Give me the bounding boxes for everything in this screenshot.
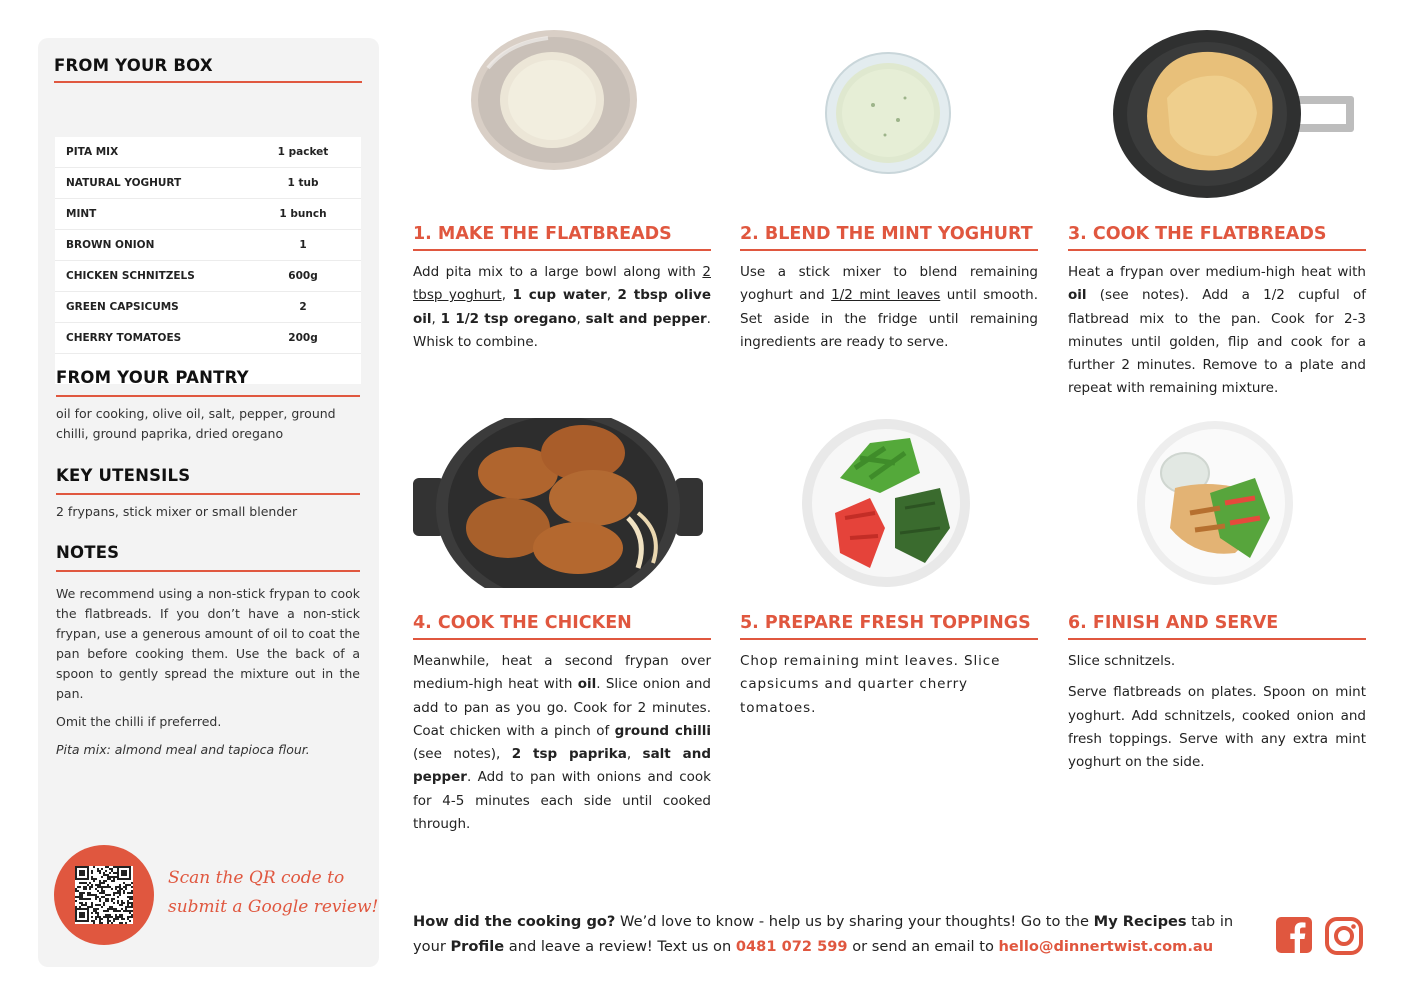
step-text-run: Meanwhile, heat a second frypan over medium-high heat with — [413, 653, 711, 693]
from-your-box-title: FROM YOUR BOX — [54, 56, 213, 75]
ingredient-quantity: 2 — [299, 301, 307, 313]
step-text-run: (see notes), — [413, 746, 512, 763]
ingredient-row — [55, 230, 361, 261]
ingredient-row — [55, 261, 361, 292]
bold-ingredient: 2 tbsp olive oil — [413, 287, 711, 327]
ingredient-quantity: 600g — [288, 270, 318, 282]
step-5 — [740, 613, 1038, 720]
step-2 — [740, 224, 1038, 354]
underlined-ingredient: 1/2 mint leaves — [831, 287, 941, 304]
footer-question: How did the cooking go? — [413, 913, 616, 930]
utensils-text: 2 frypans, stick mixer or small blender — [56, 504, 298, 519]
bold-ingredient: oil — [577, 676, 597, 693]
ingredient-name: MINT — [66, 208, 97, 220]
step-text — [1068, 650, 1366, 673]
utensils-title: KEY UTENSILS — [56, 466, 191, 485]
ingredient-name: CHICKEN SCHNITZELS — [66, 270, 195, 282]
divider — [56, 395, 360, 397]
footer-text: We’d love to know - help us by sharing your thoughts! Go to the — [615, 913, 1094, 930]
utensils-section — [56, 466, 360, 522]
notes-paragraph: We recommend using a non-stick frypan to cook the flatbreads. If you don’t have a non-stick frypan, use a generous amount of oil to coat the pan before cooking them. Use the back of a spoon to gently spread the mixture out in the pan. — [56, 586, 360, 701]
step-title: 5. PREPARE FRESH TOPPINGS — [740, 613, 1038, 640]
ingredient-quantity: 1 tub — [287, 177, 319, 189]
ingredient-name: CHERRY TOMATOES — [66, 332, 182, 344]
step-text-run: , — [626, 746, 643, 763]
bold-ingredient: salt and pepper — [585, 310, 707, 327]
divider — [56, 493, 360, 495]
from-your-box-header — [54, 56, 362, 83]
underlined-ingredient: 2 tbsp yoghurt — [413, 264, 711, 304]
step-text — [1068, 261, 1366, 401]
bold-ingredient: 1 1/2 tsp oregano — [440, 310, 577, 327]
ingredient-row — [55, 137, 361, 168]
step-text-run: , — [606, 287, 618, 304]
footer-text: or send an email to — [847, 938, 999, 955]
step-text-run: , — [576, 310, 586, 327]
qr-code[interactable] — [75, 866, 133, 924]
qr-caption-line: Scan the QR code to — [168, 868, 345, 888]
step-4 — [413, 613, 711, 836]
feedback-footer — [413, 909, 1263, 959]
ingredient-name: NATURAL YOGHURT — [66, 177, 182, 189]
ingredient-quantity: 1 bunch — [279, 208, 327, 220]
step-text-run: Use a stick mixer to blend remaining yoghurt and — [740, 264, 1038, 304]
step-6 — [1068, 613, 1366, 774]
profile-label: Profile — [450, 938, 505, 955]
notes-title: NOTES — [56, 543, 120, 562]
qr-code-icon — [75, 866, 133, 924]
pantry-text: oil for cooking, olive oil, salt, pepper, ground chilli, ground paprika, dried oregano — [56, 406, 336, 441]
ingredient-quantity: 1 — [299, 239, 307, 251]
step-text-run: , — [431, 310, 441, 327]
qr-code-badge[interactable] — [54, 845, 154, 945]
instagram-icon[interactable] — [1325, 917, 1363, 955]
footer-text: tab in your — [413, 913, 1234, 955]
divider — [56, 570, 360, 572]
step-title: 2. BLEND THE MINT YOGHURT — [740, 224, 1038, 251]
bowl-pita-mix-image — [468, 28, 640, 172]
flatbread-frypan-image — [1112, 28, 1360, 200]
step-text-run: . Whisk to combine. — [413, 310, 711, 350]
email-link[interactable]: hello@dinnertwist.com.au — [998, 938, 1214, 955]
pantry-title: FROM YOUR PANTRY — [56, 368, 249, 387]
step-title: 3. COOK THE FLATBREADS — [1068, 224, 1366, 251]
final-dish-plate-image — [1135, 418, 1295, 588]
bold-ingredient: ground chilli — [614, 722, 711, 739]
ingredient-row — [55, 168, 361, 199]
step-text — [413, 650, 711, 836]
qr-caption-line: submit a Google review! — [168, 897, 379, 917]
notes-paragraph: Pita mix: almond meal and tapioca flour. — [56, 742, 310, 757]
ingredient-name: GREEN CAPSICUMS — [66, 301, 179, 313]
ingredients-table — [55, 137, 361, 384]
step-text-run: Heat a frypan over medium-high heat with — [1068, 264, 1366, 280]
step-text-run: Add pita mix to a large bowl along with — [413, 264, 703, 280]
ingredient-name: PITA MIX — [66, 146, 119, 158]
chicken-frypan-image — [413, 418, 703, 588]
divider — [54, 81, 362, 83]
ingredient-quantity: 200g — [288, 332, 318, 344]
notes-section — [56, 543, 360, 760]
ingredient-name: BROWN ONION — [66, 239, 155, 251]
facebook-icon[interactable] — [1276, 917, 1312, 953]
step-3 — [1068, 224, 1366, 401]
bold-ingredient: salt and pepper — [413, 746, 711, 786]
sidebar — [38, 38, 379, 967]
step-text — [1068, 681, 1366, 774]
pantry-section — [56, 368, 360, 444]
bold-ingredient: oil — [1068, 287, 1087, 304]
ingredient-row — [55, 292, 361, 323]
step-text-run: Serve flatbreads on plates. Spoon on mint yoghurt. Add schnitzels, cooked onion and fresh toppings. Serve with any extra mint yoghurt on the side. — [1068, 684, 1366, 771]
step-text — [740, 261, 1038, 354]
step-text-run: Slice schnitzels. — [1068, 653, 1176, 669]
step-title: 6. FINISH AND SERVE — [1068, 613, 1366, 640]
bold-ingredient: 2 tsp paprika — [511, 746, 627, 763]
qr-caption — [168, 864, 378, 922]
phone-link[interactable]: 0481 072 599 — [735, 938, 848, 955]
step-text-run: Chop remaining mint leaves. Slice capsicums and quarter cherry tomatoes. — [740, 653, 1001, 716]
ingredient-row — [55, 199, 361, 230]
step-text-run: , — [501, 287, 513, 304]
step-text — [740, 650, 1038, 720]
my-recipes-label: My Recipes — [1093, 913, 1187, 930]
ingredient-quantity: 1 packet — [277, 146, 329, 158]
step-text-run: until smooth. Set aside in the fridge until remaining ingredients are ready to serve. — [740, 287, 1038, 350]
step-text-run: (see notes). Add a 1/2 cupful of flatbread mix to the pan. Cook for 2-3 minutes until golden, flip and cook for a further 2 minutes. Remove to a plate and repeat with remaining mixture. — [1068, 287, 1366, 397]
ingredient-row — [55, 323, 361, 354]
step-1 — [413, 224, 711, 354]
notes-paragraph: Omit the chilli if preferred. — [56, 714, 222, 729]
step-title: 1. MAKE THE FLATBREADS — [413, 224, 711, 251]
footer-text: and leave a review! Text us on — [504, 938, 736, 955]
step-text-run: . Add to pan with onions and cook for 4-5 minutes each side until cooked through. — [413, 769, 711, 833]
fresh-toppings-plate-image — [800, 418, 972, 588]
step-text-run: . Slice onion and add to pan as you go. Cook for 2 minutes. Coat chicken with a pinch of — [413, 676, 712, 739]
bold-ingredient: 1 cup water — [512, 287, 607, 304]
step-text — [413, 261, 711, 354]
step-title: 4. COOK THE CHICKEN — [413, 613, 711, 640]
mint-yoghurt-bowl-image — [823, 50, 953, 176]
